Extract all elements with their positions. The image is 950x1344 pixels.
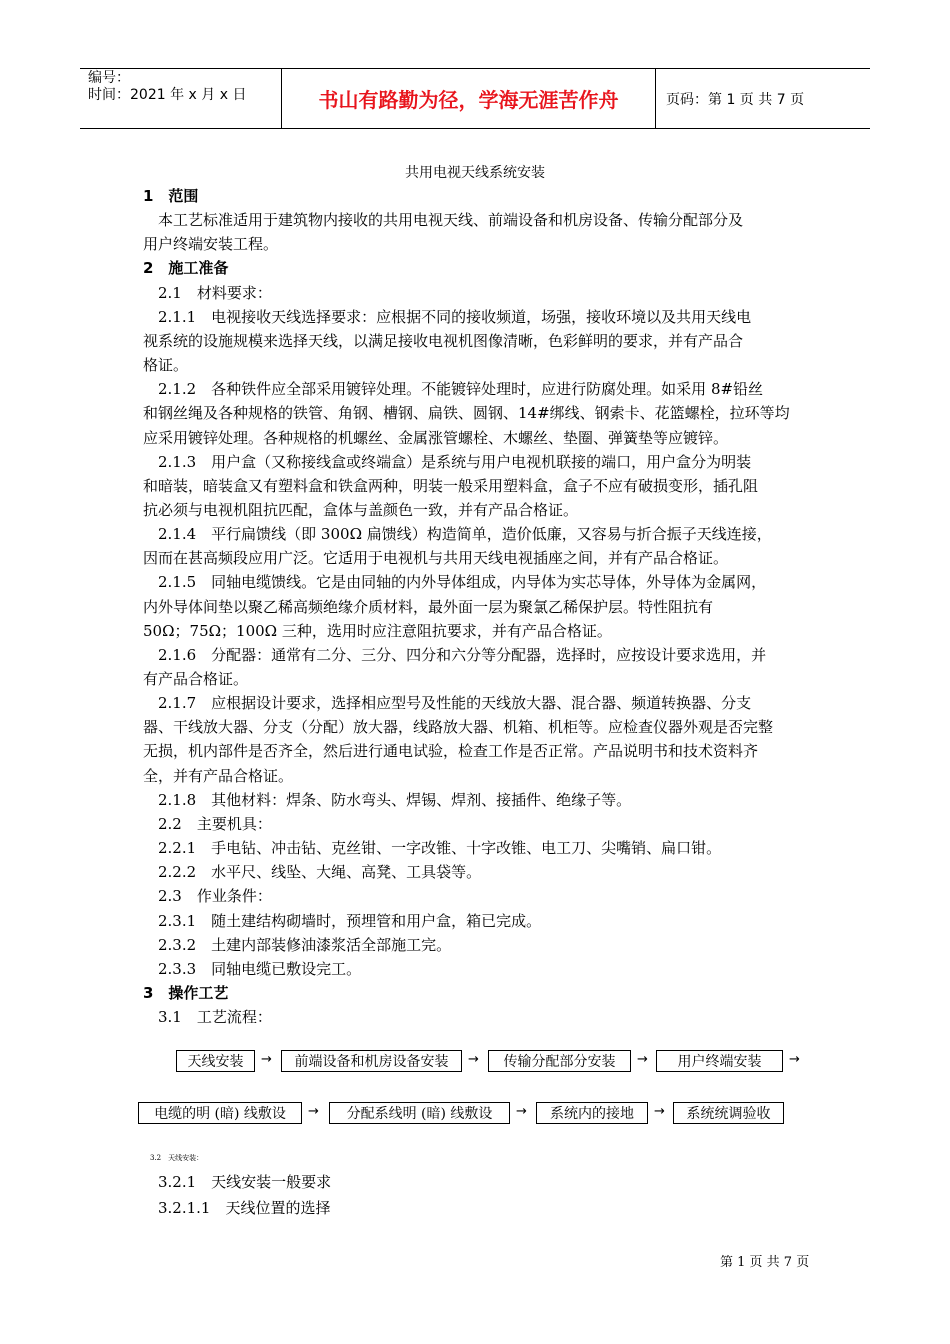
body-line: 视系统的设施规模来选择天线，以满足接收电视机图像清晰，色彩鲜明的要求，并有产品合: [143, 332, 744, 350]
flow-arrow: →: [308, 1104, 319, 1119]
body-line: 器、干线放大器、分支（分配）放大器，线路放大器、机箱、机柜等。应检查仪器外观是否完整: [143, 718, 774, 736]
body-line: 全，并有产品合格证。: [143, 767, 294, 785]
header-bottom-rule: [80, 128, 870, 129]
body-line: 用户终端安装工程。: [143, 235, 279, 253]
flow-step: 用户终端安装: [656, 1050, 783, 1072]
body-line: 2.3.3 同轴电缆已敷设完工。: [143, 960, 362, 978]
time-label: 时间：2021 年 x 月 x 日: [88, 87, 247, 103]
body-line: 2.3.1 随土建结构砌墙时，预埋管和用户盒，箱已完成。: [143, 912, 542, 930]
body-line: 2.1.3 用户盒（又称接线盒或终端盒）是系统与用户电视机联接的端口，用户盒分为明装: [143, 453, 752, 471]
header-motto: 书山有路勤为径，学海无涯苦作舟: [318, 88, 619, 112]
body-line: 2.3.2 土建内部装修油漆浆活全部施工完。: [143, 936, 452, 954]
body-line: 2.1.5 同轴电缆馈线。它是由同轴的内外导体组成，内导体为实芯导体，外导体为金属网，: [143, 573, 767, 591]
body-line: 2.1.1 电视接收天线选择要求：应根据不同的接收频道，场强，接收环境以及共用天线电: [143, 308, 752, 326]
body-line: 2.1.4 平行扁馈线（即 300Ω 扁馈线）构造简单，造价低廉，又容易与折合振子天线连接，: [143, 525, 772, 543]
body-line: 本工艺标准适用于建筑物内接收的共用电视天线、前端设备和机房设备、传输分配部分及: [143, 211, 744, 229]
header-divider: [655, 68, 656, 128]
header-page-number: 页码：第 1 页 共 7 页: [666, 92, 805, 108]
body-line: 50Ω；75Ω；100Ω 三种，选用时应注意阻抗要求，并有产品合格证。: [143, 622, 612, 640]
body-line: 有产品合格证。: [143, 670, 249, 688]
body-line: 和钢丝绳及各种规格的铁管、角钢、槽钢、扁铁、圆钢、14#绑线、钢索卡、花篮螺栓，拉环等均: [143, 404, 790, 422]
flow-arrow: →: [261, 1052, 272, 1067]
body-line: 抗必须与电视机阻抗匹配，盒体与盖颜色一致，并有产品合格证。: [143, 501, 579, 519]
body-line: 3.2.1.1 天线位置的选择: [143, 1199, 331, 1217]
header-meta: [88, 70, 246, 104]
document-title: 共用电视天线系统安装: [405, 165, 545, 181]
body-line: 3.1 工艺流程：: [143, 1008, 272, 1026]
section-heading: 2 施工准备: [143, 259, 229, 277]
flow-step: 分配系线明 (暗) 线敷设: [329, 1102, 510, 1124]
body-line: 因而在甚高频段应用广泛。它适用于电视机与共用天线电视插座之间，并有产品合格证。: [143, 549, 729, 567]
section-heading: 3 操作工艺: [143, 984, 229, 1002]
flow-arrow: →: [789, 1052, 800, 1067]
body-line: 2.1.2 各种铁件应全部采用镀锌处理。不能镀锌处理时，应进行防腐处理。如采用 8#铅丝: [143, 380, 764, 398]
header-top-rule: [80, 68, 870, 69]
flow-arrow: →: [654, 1104, 665, 1119]
flow-step: 天线安装: [176, 1050, 255, 1072]
section-label-small: 3.2 天线安装：: [150, 1154, 204, 1162]
body-line: 2.1.8 其他材料：焊条、防水弯头、焊锡、焊剂、接插件、绝缘子等。: [143, 791, 632, 809]
flow-step: 系统统调验收: [673, 1102, 784, 1124]
body-line: 格证。: [143, 356, 189, 374]
flow-step: 电缆的明 (暗) 线敷设: [138, 1102, 302, 1124]
body-line: 和暗装，暗装盒又有塑料盒和铁盒两种，明装一般采用塑料盒，盒子不应有破损变形，插孔阻: [143, 477, 759, 495]
flow-arrow: →: [637, 1052, 648, 1067]
body-line: 3.2.1 天线安装一般要求: [143, 1173, 332, 1191]
body-line: 2.1.6 分配器：通常有二分、三分、四分和六分等分配器，选择时，应按设计要求选用，并: [143, 646, 767, 664]
body-line: 2.1 材料要求：: [143, 284, 272, 302]
flow-step: 传输分配部分安装: [488, 1050, 631, 1072]
body-line: 2.1.7 应根据设计要求，选择相应型号及性能的天线放大器、混合器、频道转换器、分支: [143, 694, 752, 712]
flow-step: 前端设备和机房设备安装: [281, 1050, 462, 1072]
flow-arrow: →: [468, 1052, 479, 1067]
body-line: 2.2 主要机具：: [143, 815, 272, 833]
flow-arrow: →: [516, 1104, 527, 1119]
body-line: 应采用镀锌处理。各种规格的机螺丝、金属涨管螺栓、木螺丝、垫圈、弹簧垫等应镀锌。: [143, 429, 729, 447]
body-line: 内外导体间垫以聚乙稀高频绝缘介质材料，最外面一层为聚氯乙稀保护层。特性阻抗有: [143, 598, 714, 616]
body-line: 2.3 作业条件：: [143, 887, 272, 905]
body-line: 2.2.1 手电钻、冲击钻、克丝钳、一字改锥、十字改锥、电工刀、尖嘴销、扁口钳。: [143, 839, 722, 857]
flow-step: 系统内的接地: [536, 1102, 648, 1124]
body-line: 2.2.2 水平尺、线坠、大绳、高凳、工具袋等。: [143, 863, 482, 881]
body-line: 无损，机内部件是否齐全，然后进行通电试验，检查工作是否正常。产品说明书和技术资料齐: [143, 742, 759, 760]
page-footer: 第 1 页 共 7 页: [720, 1255, 810, 1270]
number-label: 编号：: [88, 70, 130, 86]
section-heading: 1 范围: [143, 187, 199, 205]
